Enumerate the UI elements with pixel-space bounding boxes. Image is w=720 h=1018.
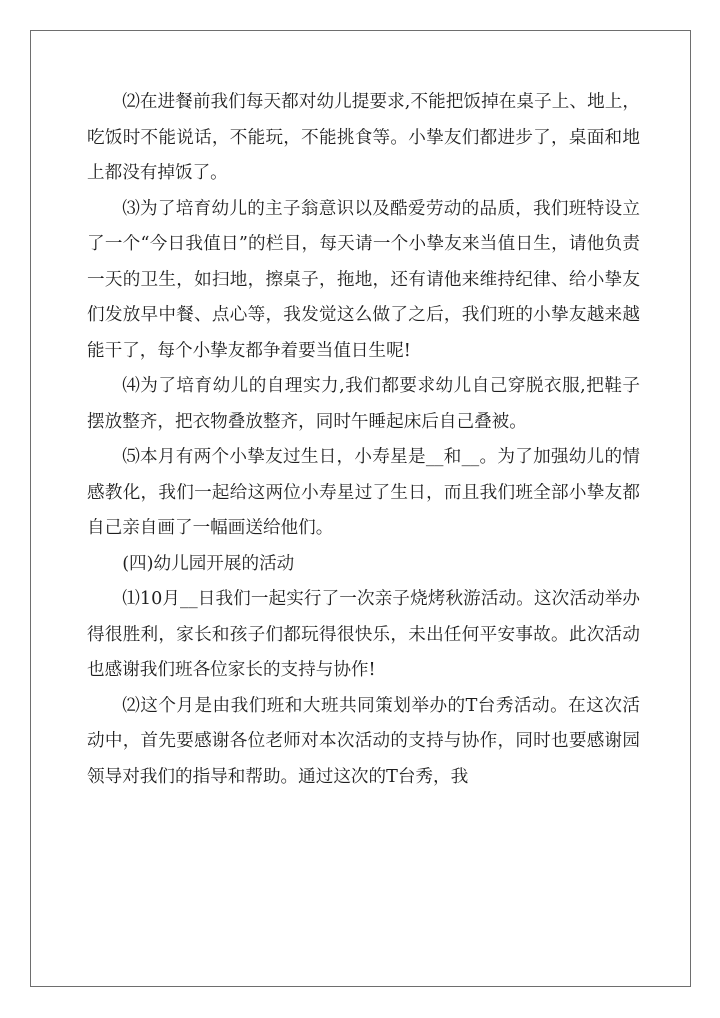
paragraph-autumn-outing: ⑴10月__日我们一起实行了一次亲子烧烤秋游活动。这次活动举办得很胜利，家长和孩子们都玩得很快乐，未出任何平安事故。此次活动也感谢我们班各位家长的支持与协作!: [87, 589, 640, 680]
paragraph-t-stage-show: ⑵这个月是由我们班和大班共同策划举办的T台秀活动。在这次活动中，首先要感谢各位老师对本次活动的支持与协作，同时也要感谢园领导对我们的指导和帮助。通过这次的T台秀，我: [87, 695, 640, 787]
paragraph-meal-requirements: ⑵在进餐前我们每天都对幼儿提要求,不能把饭掉在桌子上、地上，吃饭时不能说话，不能玩，不能挑食等。小挚友们都进步了，桌面和地上都没有掉饭了。: [87, 92, 640, 183]
section-heading-activities: (四)幼儿园开展的活动: [122, 553, 295, 574]
document-body: [87, 85, 640, 795]
paragraph-birthday: ⑸本月有两个小挚友过生日，小寿星是__和__。为了加强幼儿的情感教化，我们一起给这两位小寿星过了生日，而且我们班全部小挚友都自己亲自画了一幅画送给他们。: [87, 447, 640, 538]
paragraph-self-care: ⑷为了培育幼儿的自理实力,我们都要求幼儿自己穿脱衣服,把鞋子摆放整齐，把衣物叠放整齐，同时午睡起床后自己叠被。: [87, 376, 640, 432]
paragraph-duty-student: ⑶为了培育幼儿的主子翁意识以及酷爱劳动的品质，我们班特设立了一个“今日我值日”的栏目，每天请一个小挚友来当值日生，请他负责一天的卫生，如扫地，擦桌子，拖地，还有请他来维持纪律、给小挚友们发放早中餐、点心等，我发觉这么做了之后，我们班的小挚友越来越能干了，每个小挚友都争着要当值日生呢!: [87, 198, 640, 361]
